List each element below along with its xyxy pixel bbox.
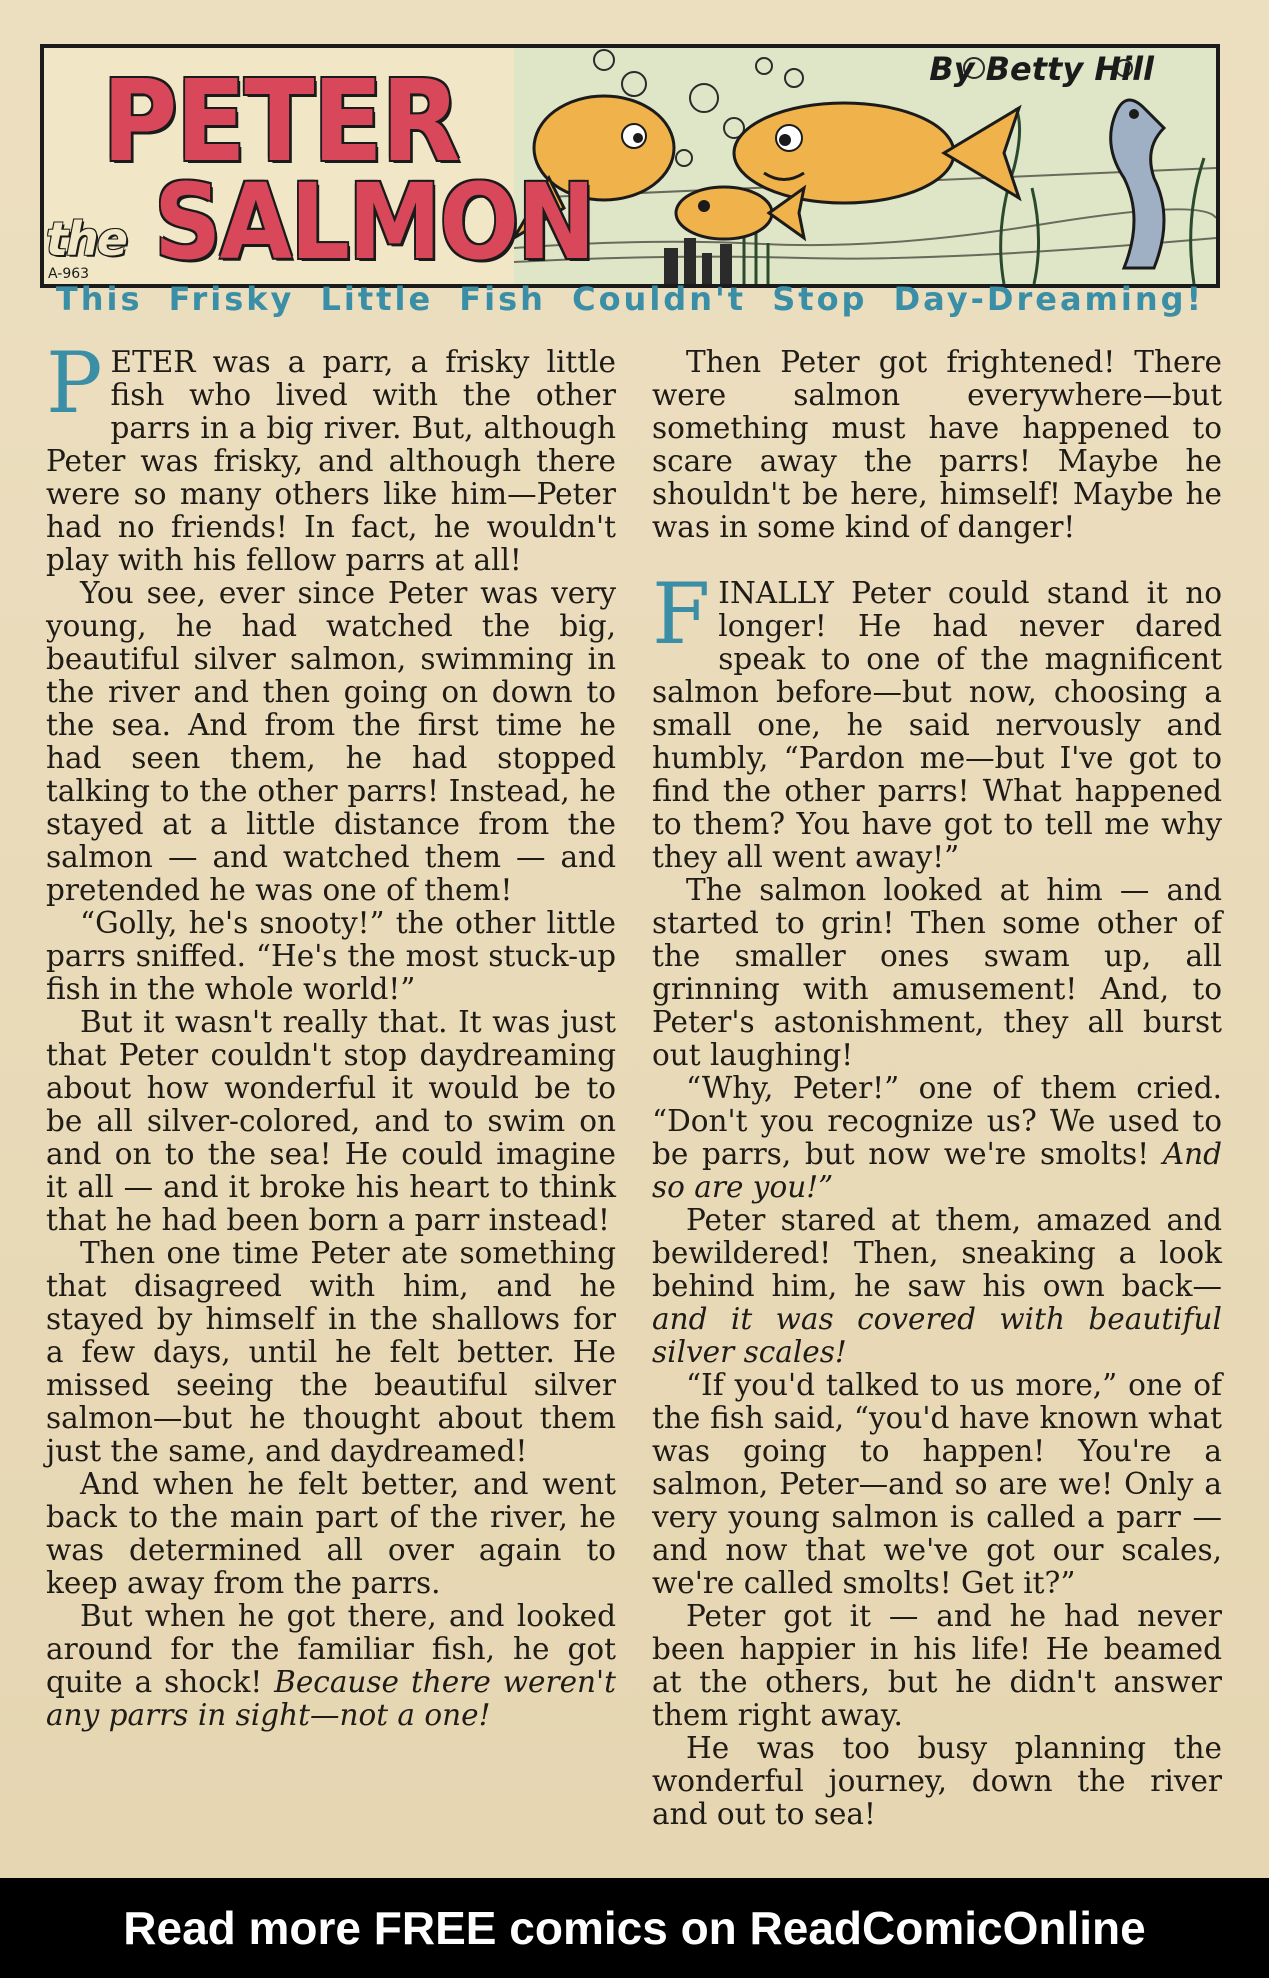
story-paragraph (652, 1204, 1222, 1369)
paragraph-italic-text: And so are you!” (652, 1137, 1222, 1204)
story-paragraph (46, 1468, 616, 1600)
paragraph-italic-text: and it was covered with beautiful silver scales! (652, 1302, 1222, 1369)
title-banner (40, 44, 1220, 288)
paragraph-text: The salmon looked at him — and started to grin! Then some other of the smaller ones swam up, all grinning with amusement! And, to Peter's astonishment, they all burst out laughing! (652, 873, 1222, 1072)
story-paragraph (652, 874, 1222, 1072)
paragraph-text: You see, ever since Peter was very young, he had watched the big, beautiful silver salmon, swimming in the river and then going on down to the sea. And from the first time he had seen them, he had stopped talking to the other parrs! Instead, he stayed at a little distance from the salmon — and watched them — and pretended he was one of them! (46, 576, 616, 907)
story-paragraph (652, 1732, 1222, 1831)
story-paragraph (652, 565, 1222, 874)
paragraph-text: ETER was a parr, a frisky little fish who lived with the other parrs in a big river. But, although Peter was frisky, and although there were so many others like him—Peter had no friends! In fact, he wouldn't play with his fellow parrs at all! (46, 345, 616, 577)
story-paragraph (652, 1072, 1222, 1204)
paragraph-text: And when he felt better, and went back to the main part of the river, he was determined all over again to keep away from the parrs. (46, 1467, 616, 1600)
byline: By Betty Hill (929, 50, 1154, 88)
story-paragraph (652, 1600, 1222, 1732)
paragraph-text: Peter stared at them, amazed and bewildered! Then, sneaking a look behind him, he saw his own back— (652, 1203, 1222, 1303)
story-paragraph (652, 346, 1222, 544)
title-the: the (46, 212, 126, 266)
title-peter: PETER (102, 57, 459, 187)
story-paragraph (46, 1600, 616, 1732)
story-paragraph (46, 1237, 616, 1468)
paragraph-text: “If you'd talked to us more,” one of the fish said, “you'd have known what was going to happen! You're a salmon, Peter—and so are we! Only a very young salmon is called a parr —and now that we've got our scales, we're called smolts! Get it?” (652, 1368, 1222, 1600)
story-paragraph (46, 907, 616, 1006)
story-paragraph (46, 577, 616, 907)
paragraph-text: “Golly, he's snooty!” the other little parrs sniffed. “He's the most stuck-up fish in the whole world!” (46, 906, 616, 1006)
paragraph-text: INALLY Peter could stand it no longer! He had never dared speak to one of the magnificent salmon before—but now, choosing a small one, he said nervously and humbly, “Pardon me—but I've got to find the other parrs! What happened to them? You have got to tell me why they all went away!” (652, 576, 1222, 874)
paragraph-text: He was too busy planning the wonderful journey, down the river and out to sea! (652, 1731, 1222, 1831)
story-subtitle: This Frisky Little Fish Couldn't Stop Day-Dreaming! (55, 280, 1205, 318)
story-column-left (46, 334, 616, 1732)
title-salmon: SALMON (154, 161, 594, 283)
paragraph-text: But when he got there, and looked around for the familiar fish, he got quite a shock! (46, 1599, 616, 1699)
paragraph-italic-text: Because there weren't any parrs in sight—not a one! (46, 1665, 616, 1732)
paragraph-text: Then Peter got frightened! There were salmon everywhere—but something must have happened to scare away the parrs! Maybe he shouldn't be here, himself! Maybe he was in some kind of danger! (652, 345, 1222, 544)
story-column-right (652, 346, 1222, 1831)
paragraph-text: Peter got it — and he had never been happier in his life! He beamed at the others, but he didn't answer them right away. (652, 1599, 1222, 1732)
page-code: A-963 (48, 266, 90, 282)
promo-footer[interactable]: Read more FREE comics on ReadComicOnline (0, 1878, 1269, 1978)
drop-cap: P (46, 334, 103, 432)
story-paragraph (46, 1006, 616, 1237)
paragraph-text: “Why, Peter!” one of them cried. “Don't you recognize us? We used to be parrs, but now we're smolts! (652, 1071, 1222, 1171)
paragraph-text: But it wasn't really that. It was just that Peter couldn't stop daydreaming about how wonderful it would be to be all silver-colored, and to swim on and on to the sea! He could imagine it all — and it broke his heart to think that he had been born a parr instead! (46, 1005, 616, 1237)
drop-cap: F (652, 565, 711, 663)
story-paragraph (46, 334, 616, 577)
paragraph-text: Then one time Peter ate something that disagreed with him, and he stayed by himself in the shallows for a few days, until he felt better. He missed seeing the beautiful silver salmon—but he thought about them just the same, and daydreamed! (46, 1236, 616, 1468)
story-paragraph (652, 1369, 1222, 1600)
